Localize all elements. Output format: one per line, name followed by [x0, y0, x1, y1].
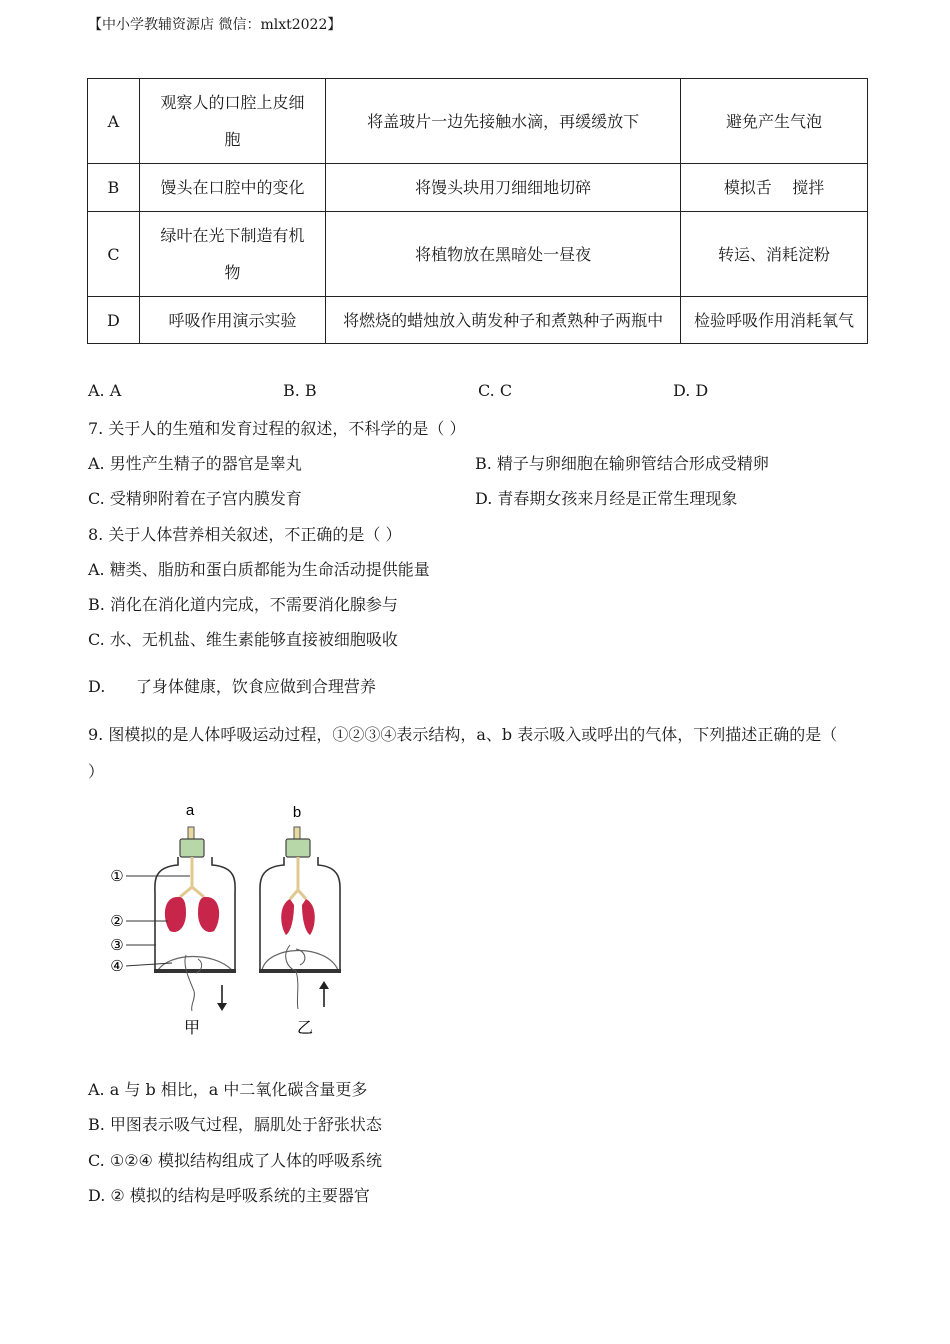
option-b: B. B — [283, 381, 317, 400]
q9-option-d: D. ② 模拟的结构是呼吸系统的主要器官 — [88, 1186, 370, 1205]
row-label: B — [88, 164, 140, 212]
q7-option-d: D. 青春期女孩来月经是正常生理现象 — [475, 489, 738, 508]
q8-option-c: C. 水、无机盐、维生素能够直接被细胞吸收 — [88, 630, 398, 649]
experiment-name: 观察人的口腔上皮细 胞 — [139, 79, 325, 164]
row-label: A — [88, 79, 140, 164]
caption-left: 甲 — [183, 1018, 201, 1037]
marker-3: ③ — [110, 936, 124, 954]
row-label: D — [88, 297, 140, 344]
q9-stem-line2: ） — [88, 762, 105, 781]
purpose-cell: 模拟舌 搅拌 — [681, 164, 868, 212]
q8-option-a: A. 糖类、脂肪和蛋白质都能为生命活动提供能量 — [88, 560, 430, 579]
operation-cell: 将燃烧的蜡烛放入萌发种子和煮熟种子两瓶中 — [326, 297, 681, 344]
marker-2: ② — [110, 912, 124, 930]
option-c: C. C — [478, 381, 513, 400]
experiment-name: 馒头在口腔中的变化 — [139, 164, 325, 212]
q6-options — [88, 381, 878, 400]
table-row — [88, 79, 868, 164]
q9-option-a: A. a 与 b 相比，a 中二氧化碳含量更多 — [88, 1080, 368, 1099]
option-d: D. D — [673, 381, 709, 400]
purpose-cell: 检验呼吸作用消耗氧气 — [681, 297, 868, 344]
experiment-name: 呼吸作用演示实验 — [139, 297, 325, 344]
q7-option-a: A. 男性产生精子的器官是睾丸 — [88, 454, 302, 473]
q8-option-b: B. 消化在消化道内完成，不需要消化腺参与 — [88, 595, 398, 614]
q9-stem-line1: 9. 图模拟的是人体呼吸运动过程，①②③④表示结构，a、b 表示吸入或呼出的气体，下列描述正确的是（ — [88, 725, 838, 744]
table-row — [88, 212, 868, 297]
marker-1: ① — [110, 867, 124, 885]
experiment-name: 绿叶在光下制造有机 物 — [139, 212, 325, 297]
label-a: a — [185, 802, 195, 819]
table-row — [88, 297, 868, 344]
purpose-cell: 避免产生气泡 — [681, 79, 868, 164]
q7-stem: 7. 关于人的生殖和发育过程的叙述，不科学的是（ ） — [88, 419, 466, 438]
row-label: C — [88, 212, 140, 297]
q9-option-c: C. ①②④ 模拟结构组成了人体的呼吸系统 — [88, 1151, 382, 1170]
jar-left — [154, 802, 236, 1037]
operation-cell: 将植物放在黑暗处一昼夜 — [326, 212, 681, 297]
q9-option-b: B. 甲图表示吸气过程，膈肌处于舒张状态 — [88, 1115, 382, 1134]
q8-stem: 8. 关于人体营养相关叙述，不正确的是（ ） — [88, 525, 402, 544]
operation-cell: 将盖玻片一边先接触水滴，再缓缓放下 — [326, 79, 681, 164]
jar-right — [259, 804, 341, 1037]
operation-cell: 将馒头块用刀细细地切碎 — [326, 164, 681, 212]
header-note: 【中小学教辅资源店 微信：mlxt2022】 — [88, 17, 342, 33]
caption-right: 乙 — [296, 1018, 314, 1037]
table-row — [88, 164, 868, 212]
q7-option-b: B. 精子与卵细胞在输卵管结合形成受精卵 — [475, 454, 769, 473]
option-a: A. A — [88, 381, 122, 400]
q7-option-c: C. 受精卵附着在子宫内膜发育 — [88, 489, 302, 508]
label-b: b — [292, 804, 302, 821]
purpose-cell: 转运、消耗淀粉 — [681, 212, 868, 297]
q8-option-d: D. 了身体健康，饮食应做到合理营养 — [88, 677, 376, 696]
marker-4: ④ — [110, 957, 124, 975]
breathing-model-figure — [100, 795, 360, 1040]
experiment-table — [87, 78, 868, 344]
